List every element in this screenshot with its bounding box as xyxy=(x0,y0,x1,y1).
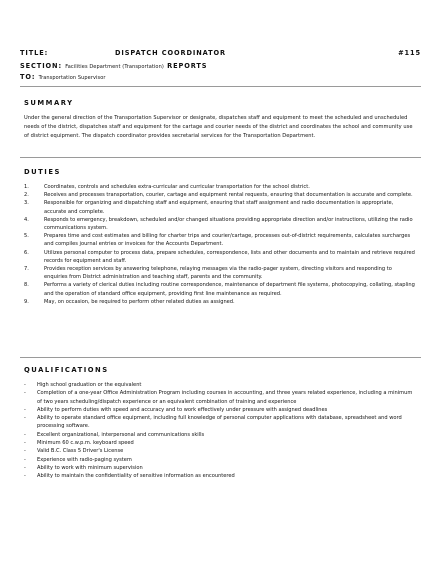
duty-item xyxy=(24,199,416,215)
qualification-item xyxy=(24,464,416,472)
duties-divider xyxy=(20,357,421,358)
to-label: TO: xyxy=(20,73,36,81)
qualifications-list xyxy=(24,381,416,481)
duty-number: 4. xyxy=(24,216,29,223)
job-title: DISPATCH COORDINATOR xyxy=(115,49,226,57)
qualification-text: Experience with radio-paging system xyxy=(37,456,132,463)
qualification-text: Ability to perform duties with speed and accuracy and to work effectively under pressure with assigned deadlines xyxy=(37,406,328,413)
section-row xyxy=(20,62,421,70)
qualification-item xyxy=(24,406,416,414)
duty-text: Provides reception services by answering telephone, relaying messages via the radio-pager system, directing visitors and responding to enquiries from District administration and teaching staff, parents and the community. xyxy=(44,266,392,281)
section-label: SECTION: xyxy=(20,62,63,70)
duty-item xyxy=(24,281,416,297)
qualification-text: Ability to work with minimum supervision xyxy=(37,464,143,471)
qualification-item xyxy=(24,439,416,447)
qualification-text: Excellent organizational, interpersonal and communications skills xyxy=(37,431,205,438)
reports-to-value: Transportation Supervisor xyxy=(38,75,106,81)
summary-heading: SUMMARY xyxy=(24,99,74,107)
duty-item xyxy=(24,232,416,248)
qualification-item xyxy=(24,456,416,464)
qualifications-heading: QUALIFICATIONS xyxy=(24,366,109,374)
duty-text: Coordinates, controls and schedules extra-curricular and curricular transportation for the school district. xyxy=(44,184,310,190)
job-number: #115 xyxy=(398,49,421,57)
duty-item xyxy=(24,298,416,306)
qualification-text: Completion of a one-year Office Administration Program including courses in accounting, and three years related experience, including a minimum of two years scheduling/dispatch experience or an equivalent combination of training and experience xyxy=(37,390,413,405)
title-row xyxy=(20,49,421,57)
summary-text: Under the general direction of the Transportation Supervisor or designate, dispatches staff and equipment to meet the scheduled and unscheduled needs of the district, dispatches staff and equipment for the cartage and courier needs of the district and coordinates the school and community use of district equipment. The dispatch coordinator provides secretarial services for the Transportation Department. xyxy=(24,115,413,139)
bullet-marker: - xyxy=(24,456,26,463)
bullet-marker: - xyxy=(24,390,26,397)
duty-text: Utilizes personal computer to process data, prepare schedules, correspondence, lists and other documents and to maintain and retrieve required records for equipment and staff. xyxy=(44,249,415,264)
duty-text: Responsible for organizing and dispatching staff and equipment, ensuring that staff assignment and radio documentation is appropriate, accurate and complete. xyxy=(44,200,394,215)
qualification-text: High school graduation or the equivalent xyxy=(37,382,142,388)
duty-number: 5. xyxy=(24,233,29,240)
duty-text: Receives and processes transportation, courier, cartage and equipment rental requests, ensuring that documentation is accurate and complete. xyxy=(44,192,413,199)
qualification-item xyxy=(24,414,416,431)
duty-item xyxy=(24,216,416,232)
title-label: TITLE: xyxy=(20,49,49,57)
duties-heading: DUTIES xyxy=(24,168,61,176)
bullet-marker: - xyxy=(24,382,26,388)
bullet-marker: - xyxy=(24,464,26,471)
reports-label: REPORTS xyxy=(167,62,208,70)
duty-item xyxy=(24,249,416,265)
duty-item xyxy=(24,265,416,281)
qualification-item xyxy=(24,381,416,389)
bullet-marker: - xyxy=(24,448,26,455)
duty-text: Performs a variety of clerical duties including routine correspondence, maintenance of department file systems, photocopying, collating, stapling and the operation of standard office equipment, providing first line maintenance as required. xyxy=(44,282,415,297)
bullet-marker: - xyxy=(24,415,26,422)
summary-divider xyxy=(20,157,421,158)
duty-number: 7. xyxy=(24,266,29,273)
qualification-item xyxy=(24,431,416,439)
qualification-item xyxy=(24,472,416,480)
header-divider xyxy=(20,86,421,87)
duty-number: 2. xyxy=(24,192,29,199)
duty-number: 8. xyxy=(24,282,29,289)
bullet-marker: - xyxy=(24,473,26,480)
duty-number: 1. xyxy=(24,184,29,190)
qualification-text: Valid B.C. Class 5 Driver's License xyxy=(37,448,124,455)
duty-number: 3. xyxy=(24,200,29,207)
duty-item xyxy=(24,183,416,191)
duty-text: Responds to emergency, breakdown, scheduled and/or changed situations providing appropriate direction and/or instructions, utilizing the radio communications system. xyxy=(44,216,413,232)
qualification-text: Minimum 60 c.w.p.m. keyboard speed xyxy=(37,440,134,447)
duty-number: 9. xyxy=(24,298,29,305)
qualification-text: Ability to operate standard office equipment, including full knowledge of personal computer applications with database, spreadsheet and word processing software. xyxy=(37,415,402,430)
qualification-item xyxy=(24,447,416,455)
duty-text: May, on occasion, be required to perform other related duties as assigned. xyxy=(44,298,235,305)
duty-item xyxy=(24,191,416,199)
qualification-item xyxy=(24,389,416,406)
bullet-marker: - xyxy=(24,440,26,447)
duty-number: 6. xyxy=(24,249,29,256)
duties-list xyxy=(24,183,416,306)
bullet-marker: - xyxy=(24,431,26,438)
qualification-text: Ability to maintain the confidentiality of sensitive information as encountered xyxy=(37,473,235,480)
reports-to-row xyxy=(20,73,421,81)
duty-text: Prepares time and cost estimates and billing for charter trips and courier/cartage, processes out-of-district requirements, calculates surcharges and compiles journal entries or invoices for the Accounts Department. xyxy=(44,233,411,248)
bullet-marker: - xyxy=(24,406,26,413)
section-value: Facilities Department (Transportation) xyxy=(65,64,164,70)
